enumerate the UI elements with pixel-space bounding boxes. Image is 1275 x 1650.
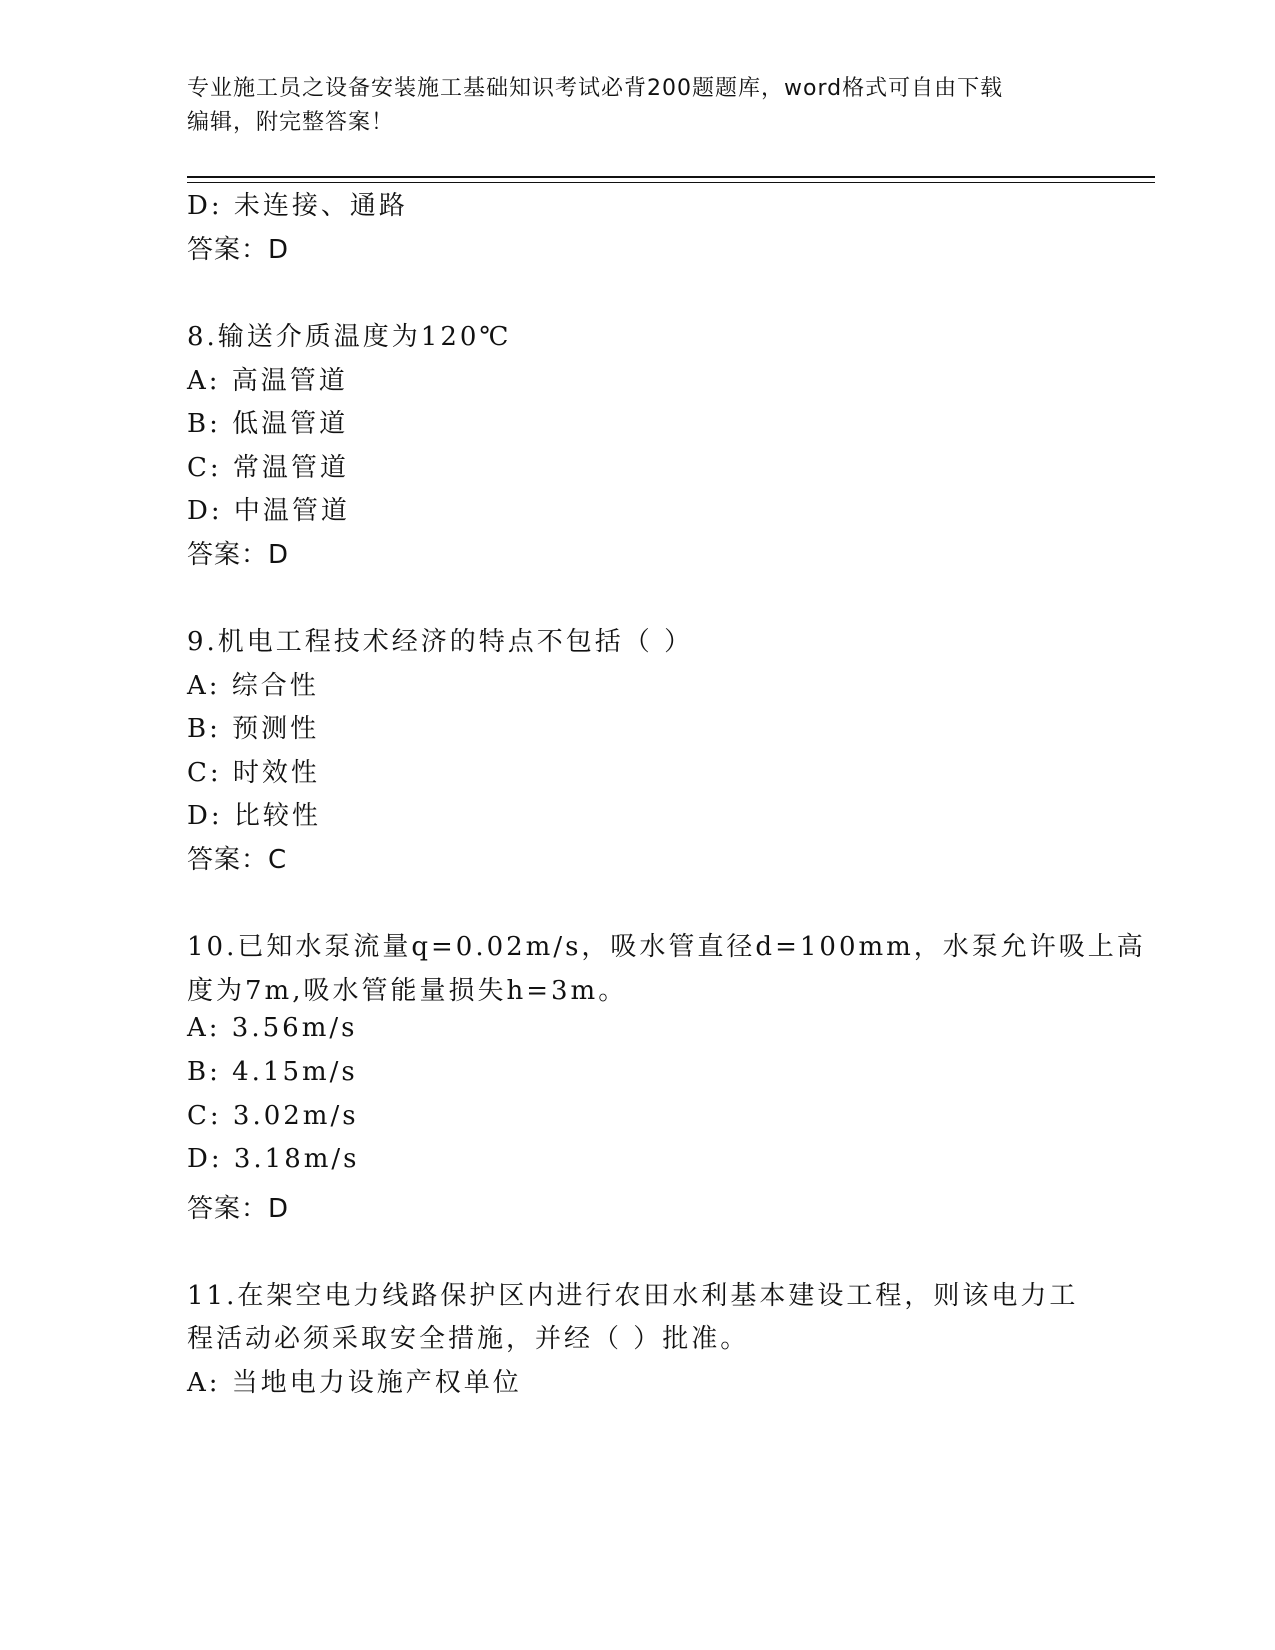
q7-option-d: D: 未连接、通路 (187, 191, 408, 221)
q10-question-line-1: 10.已知水泵流量q=0.02m/s，吸水管直径d=100mm，水泵允许吸上高 (187, 932, 1146, 962)
q9-answer: 答案：C (187, 845, 288, 875)
q8-question: 8.输送介质温度为120℃ (187, 322, 512, 352)
q11-question-line-2: 程活动必须采取安全措施，并经（ ）批准。 (187, 1324, 750, 1354)
q10-option-d: D: 3.18m/s (187, 1144, 360, 1174)
q10-option-a: A: 3.56m/s (187, 1013, 358, 1043)
q9-option-c: C: 时效性 (187, 758, 320, 788)
q7-answer: 答案：D (187, 235, 290, 265)
q9-option-d: D: 比较性 (187, 801, 321, 831)
q11-option-a: A: 当地电力设施产权单位 (187, 1368, 522, 1398)
q8-option-d: D: 中温管道 (187, 496, 350, 526)
document-header (187, 72, 1067, 140)
q10-option-b: B: 4.15m/s (187, 1057, 358, 1087)
header-divider-thin (187, 182, 1155, 183)
q9-option-a: A: 综合性 (187, 671, 319, 701)
q9-option-b: B: 预测性 (187, 714, 320, 744)
q8-option-a: A: 高温管道 (187, 366, 348, 396)
q10-option-c: C: 3.02m/s (187, 1101, 359, 1131)
header-line-1: 专业施工员之设备安装施工基础知识考试必背200题题库，word格式可自由下载 (187, 76, 1004, 101)
header-divider-thick (187, 176, 1155, 178)
q9-question: 9.机电工程技术经济的特点不包括（ ） (187, 627, 694, 657)
q8-answer: 答案：D (187, 540, 290, 570)
q11-question-line-1: 11.在架空电力线路保护区内进行农田水利基本建设工程，则该电力工 (187, 1281, 1079, 1311)
header-line-2: 编辑，附完整答案！ (187, 110, 395, 135)
q8-option-c: C: 常温管道 (187, 453, 349, 483)
q10-answer: 答案：D (187, 1194, 290, 1224)
q10-question-line-2: 度为7m,吸水管能量损失h=3m。 (187, 976, 628, 1006)
q8-option-b: B: 低温管道 (187, 409, 349, 439)
